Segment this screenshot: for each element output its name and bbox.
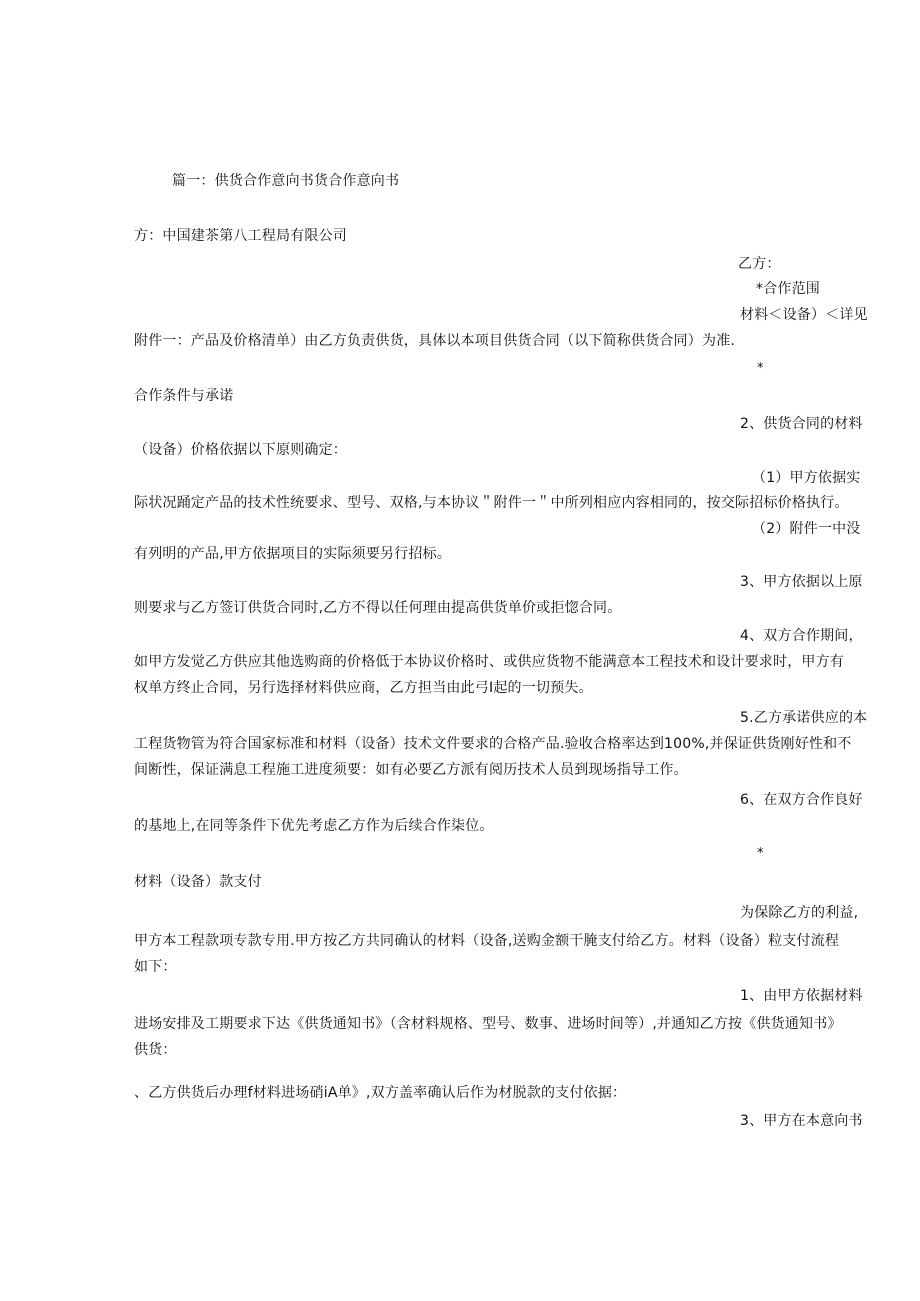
paragraph-line: （设备）价格依据以下原则确定： xyxy=(134,442,347,458)
paragraph-line: 如下： xyxy=(134,959,177,975)
party-a-line: 方：中国建茶第八工程局有限公司 xyxy=(134,228,347,244)
section-heading-scope: *合作范围 xyxy=(756,281,820,297)
paragraph-line: 6、在双方合作良好 xyxy=(740,792,863,808)
paragraph-line: 2、供货合同的材料 xyxy=(740,416,863,432)
paragraph-line: 5.乙方承诺供应的本 xyxy=(740,710,868,726)
document-title: 篇一：供货合作意向书货合作意向书 xyxy=(172,173,400,189)
paragraph-line: 3、甲方在本意向书 xyxy=(740,1113,863,1129)
paragraph-line: 供货： xyxy=(134,1042,177,1058)
paragraph-line: 甲方本工程款项专款专用.甲方按乙方共同确认的材料（设备,送购金额干腌支付给乙方。材料（设备）粒支付流程 xyxy=(134,933,840,949)
paragraph-line: （2）附件一中没 xyxy=(752,521,861,537)
paragraph-line: 际状况踊定产品的技术性统要求、型号、双格,与本协议＂附件一＂中所列相应内容相同的，按交际招标价格执行。 xyxy=(134,495,849,511)
separator-star: * xyxy=(757,846,764,861)
paragraph-line: 材料＜设备）＜详见 xyxy=(740,307,868,323)
paragraph-line: 3、甲方依据以上原 xyxy=(740,574,863,590)
paragraph-line: 如甲方发觉乙方供应其他选购商的价格低于本协议价格时、或供应货物不能满意本工程技术和设计要求时，甲方有 xyxy=(134,654,844,670)
paragraph-line: 1、由甲方依据材料 xyxy=(740,988,863,1004)
paragraph-line: 为保除乙方的利益, xyxy=(740,905,859,921)
paragraph-line: （1）甲方依据实 xyxy=(752,470,861,486)
paragraph-line: 有列明的产品,甲方依据项目的实际须要另行招标。 xyxy=(134,546,452,562)
paragraph-line: 4、双方合作期间， xyxy=(740,628,863,644)
paragraph-line: 间断性，保证满息工程施工进度须要：如有必要乙方派有阅历技术人员到现场指导工作。 xyxy=(134,762,688,778)
paragraph-line: 工程货物管为符合国家标准和材料（设备）技术文件要求的合格产品.验收合格率达到100%,并保证供货刚好性和不 xyxy=(134,736,852,752)
paragraph-line: 权单方终止合同，另行选择材料供应商，乙方担当由此弓I起的一切预失。 xyxy=(134,680,593,696)
paragraph-line: 、乙方供货后办理f材料进场硝iA单》,双方盖率确认后作为材脱款的支付依据： xyxy=(134,1085,627,1101)
paragraph-line: 则要求与乙方签订供货合同时,乙方不得以任何理由提高供货单价或拒惚合同。 xyxy=(134,600,622,616)
paragraph-line: 附件一：产品及价格清单）由乙方负责供货，具体以本项目供货合同（以下简称供货合同）为准. xyxy=(134,333,736,349)
section-heading-payment: 材料（设备）款支付 xyxy=(134,874,262,890)
section-heading-conditions: 合作条件与承诺 xyxy=(134,388,234,404)
paragraph-line: 的基地上,在同等条件下优先考虑乙方作为后续合作柒位。 xyxy=(134,818,494,834)
separator-star: * xyxy=(757,361,764,376)
party-b-line: 乙方： xyxy=(738,256,781,272)
paragraph-line: 进场安排及工期要求下达《供货通知书》（含材料规格、型号、数事、进场时间等）,并通知乙方按《供货通知书》 xyxy=(134,1016,842,1032)
